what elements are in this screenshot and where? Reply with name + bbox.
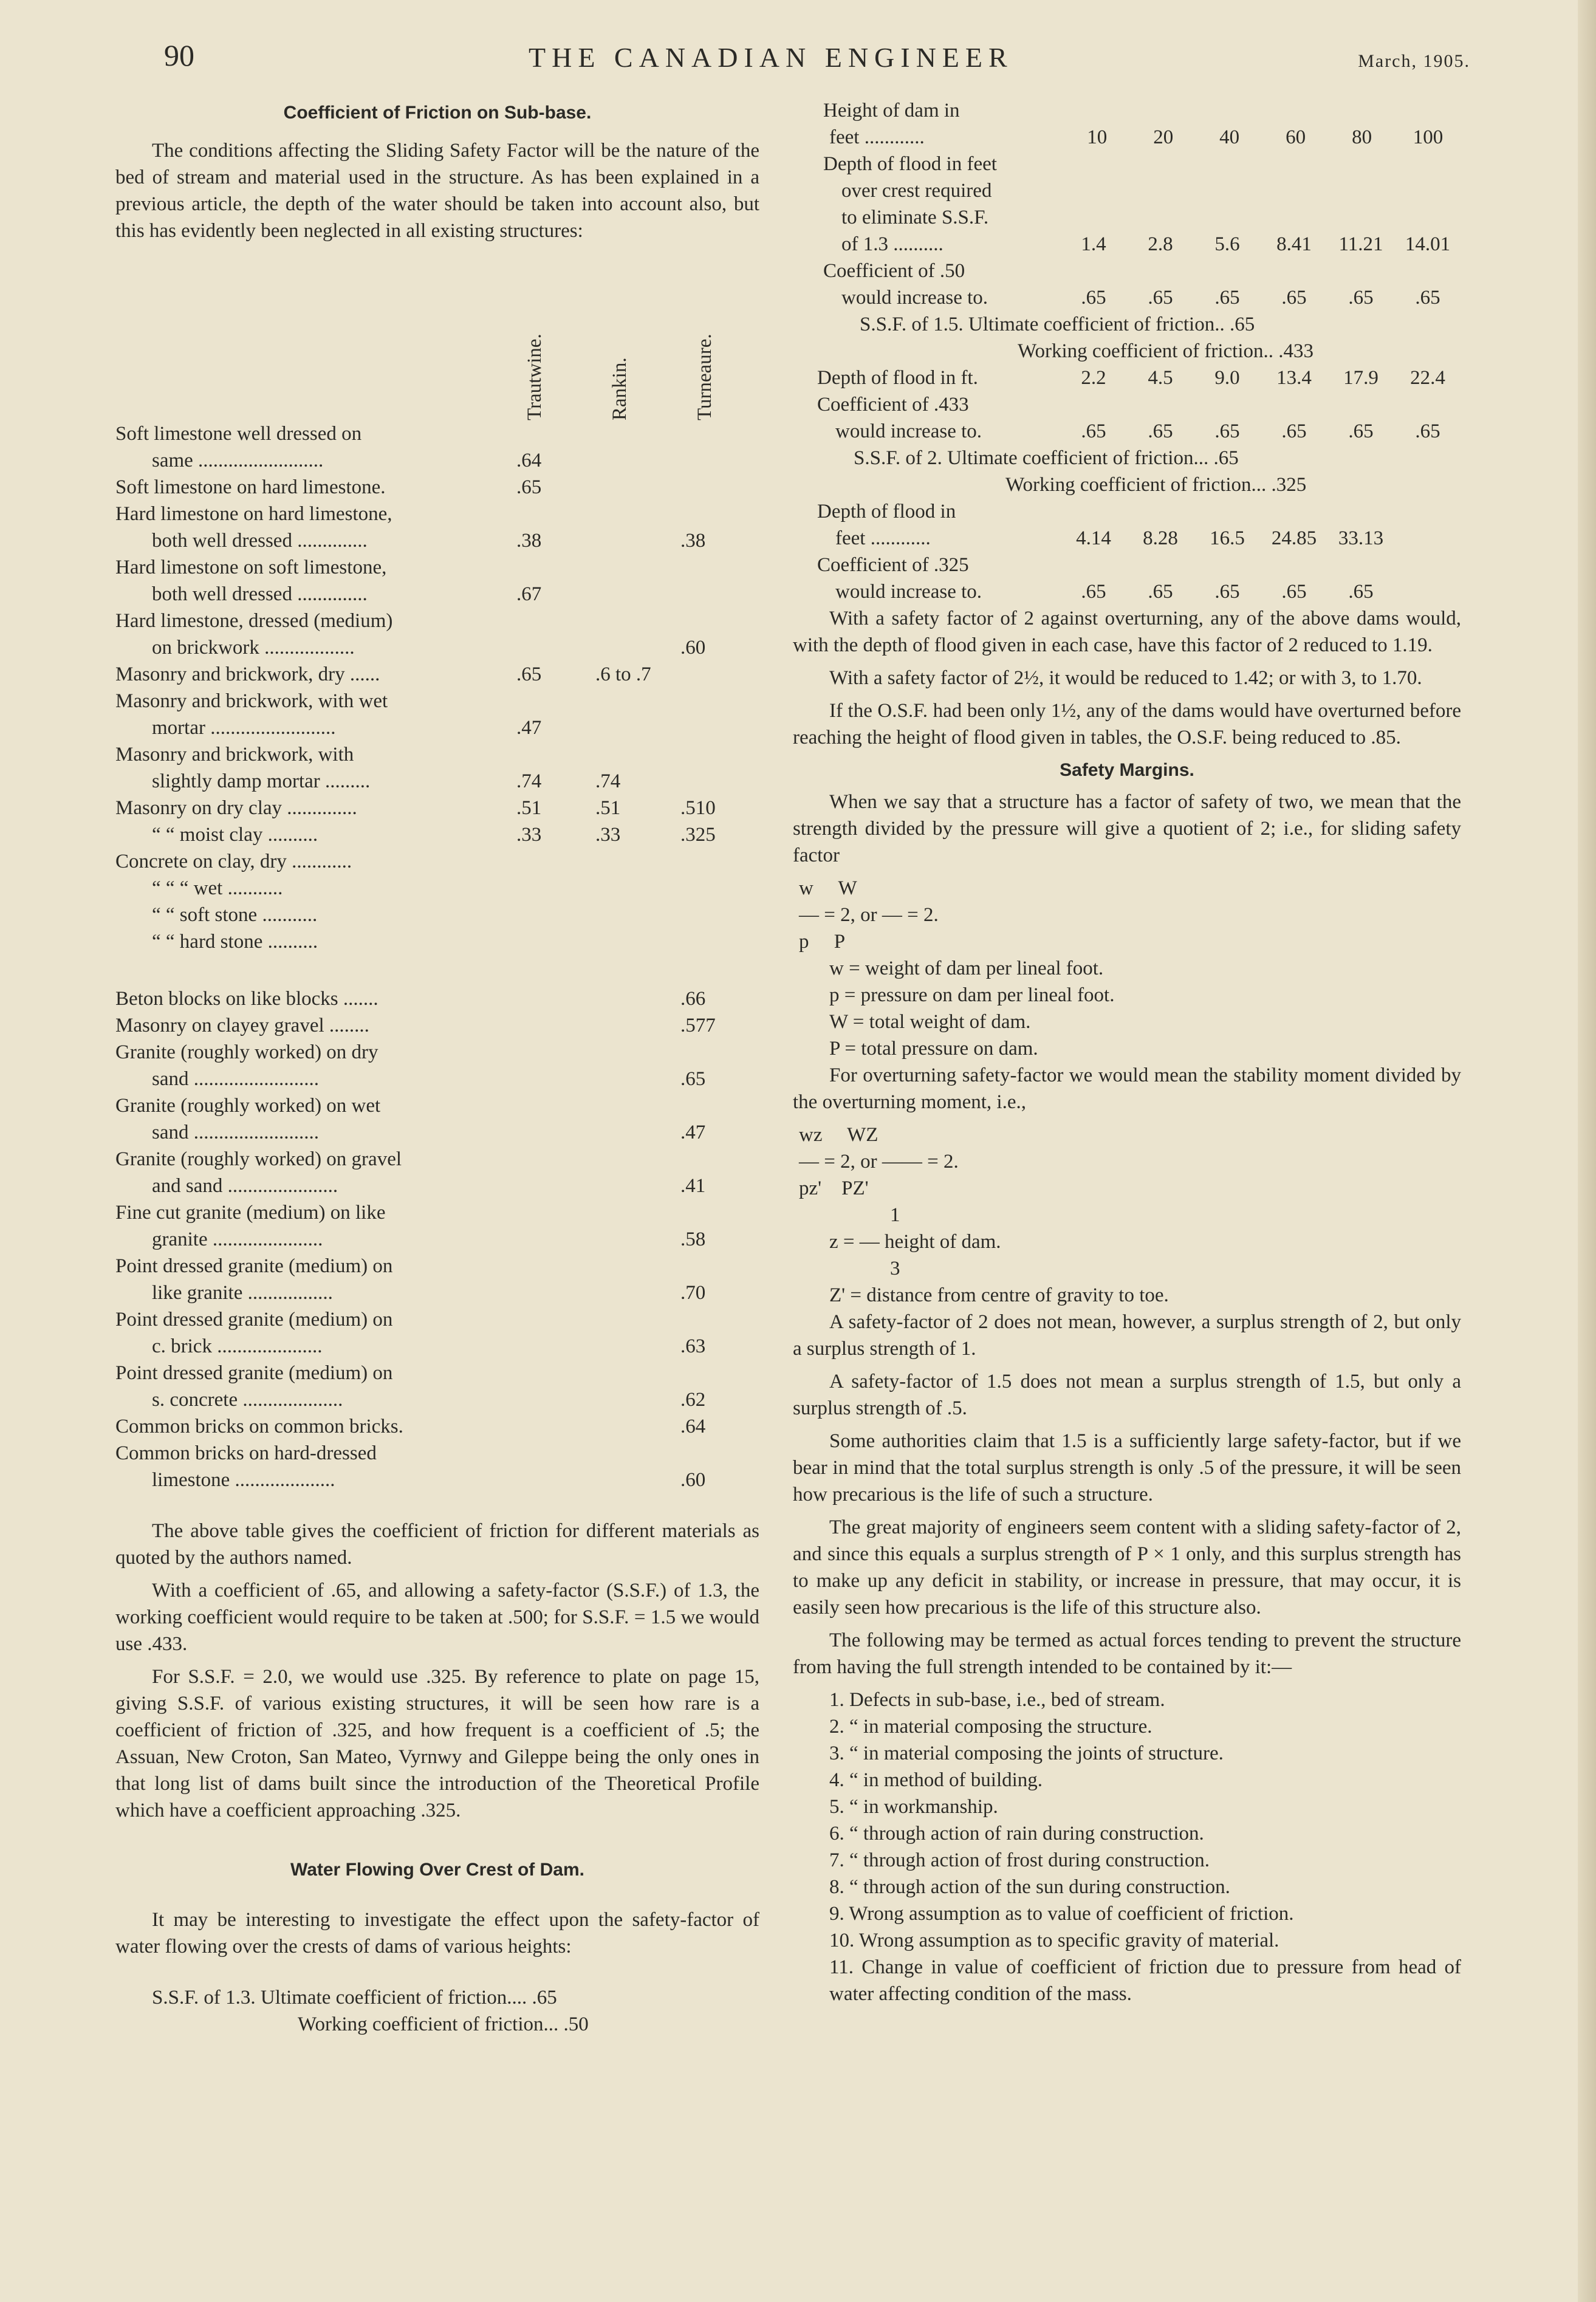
paragraph: It may be interesting to investigate the effect upon the safety-factor of water flowing over the crests of dams of various heights: [115,1909,759,1958]
list-item: 3. “ in material composing the joints of structure. [829,1742,1224,1764]
definition-line: w = weight of dam per lineal foot. [829,957,1104,979]
formula-line: — = 2, or — = 2. [799,904,939,926]
table-row: Masonry and brickwork, dry ...... .65 .6 to .7 [115,663,651,685]
list-item: 7. “ through action of frost during construction. [829,1849,1210,1871]
table-row: feet ............ 4.14 8.28 16.5 24.85 33.13 [835,527,1384,549]
height-label: Height of dam in [823,100,960,122]
row-label: Coefficient of .50 [823,260,965,282]
section-heading-safety-margins: Safety Margins. [1060,760,1194,780]
flood-table [793,97,1461,605]
row-label: Depth of flood in feet [823,153,997,175]
formula-line: z = — height of dam. [829,1231,1001,1253]
right-column [793,97,1461,2007]
list-item: 5. “ in workmanship. [829,1796,998,1818]
paragraph: With a coefficient of .65, and allowing a safety-factor (S.S.F.) of 1.3, the working coefficient would require to be taken at .500; for S.S.F. = 1.5 we would use .433. [115,1580,759,1655]
table-row: Hard limestone on hard limestone, both well dressed .............. .38 .38 [115,503,706,552]
table-row: Beton blocks on like blocks ....... .66 [115,988,706,1010]
table-row: would increase to. .65 .65 .65 .65 .65 [835,581,1374,603]
formula-line: wz WZ [799,1124,878,1146]
table-row: Depth of flood in ft. 2.2 4.5 9.0 13.4 17.9 22.4 [817,367,1445,389]
table-row: Granite (roughly worked) on wet sand ......................... .47 [115,1095,706,1143]
table-row: Granite (roughly worked) on dry sand ......................... .65 [115,1041,706,1090]
friction-table-part1 [115,420,759,955]
list-item: 11. Change in value of coefficient of friction due to pressure from head of water affecting condition of the mass. [829,1956,1461,2005]
table-row: would increase to. .65 .65 .65 .65 .65 .65 [841,287,1440,309]
list-item: 8. “ through action of the sun during construction. [829,1876,1230,1898]
table-row: Point dressed granite (medium) on like granite ................. .70 [115,1255,706,1304]
definition-line: W = total weight of dam. [829,1011,1031,1033]
paragraph: If the O.S.F. had been only 1½, any of the dams would have overturned before reaching the height of flood given in tables, the O.S.F. being reduced to .85. [793,700,1461,748]
row-label: over crest required [841,180,992,202]
list-item: 6. “ through action of rain during construction. [829,1823,1204,1845]
table-row: Masonry and brickwork, with slightly damp mortar ......... .74 .74 [115,744,621,792]
table-row: feet ............ 10 20 40 60 80 100 [829,126,1444,148]
paragraph: Some authorities claim that 1.5 is a sufficiently large safety-factor, but if we bear in mind that the total surplus strength is only .5 of the pressure, it will be seen how precarious is the life of such a structure. [793,1430,1461,1506]
definition-line: p = pressure on dam per lineal foot. [829,984,1115,1006]
issue-date: March, 1905. [1358,51,1470,71]
formula-line: — = 2, or —— = 2. [799,1151,959,1173]
formula-line: w W [799,877,857,899]
paragraph: A safety-factor of 1.5 does not mean a surplus strength of 1.5, but only a surplus strength of .5. [793,1371,1461,1419]
table-row: Soft limestone on hard limestone. .65 [115,476,542,498]
table-row: Point dressed granite (medium) on s. concrete .................... .62 [115,1362,706,1411]
col-header-trautwine: Trautwine. [524,334,546,420]
paragraph: The above table gives the coefficient of friction for different materials as quoted by the authors named. [115,1520,759,1569]
ssf2-working: Working coefficient of friction... .325 [1005,474,1307,496]
formula-line: pz' PZ' [799,1177,869,1199]
paragraph: A safety-factor of 2 does not mean, however, a surplus strength of 2, but only a surplus strength of 1. [793,1311,1461,1360]
table-row: “ “ hard stone .......... [152,931,318,953]
paragraph: The great majority of engineers seem content with a sliding safety-factor of 2, and since this equals a surplus strength of P × 1 only, and this surplus strength has to make up any deficit in stability, or increase in pressure, that may occur, it is easily seen how precarious is the life of this structure also. [793,1516,1461,1619]
paragraph: When we say that a structure has a factor of safety of two, we mean that the strength divided by the pressure will give a quotient of 2; i.e., for sliding safety factor [793,791,1461,866]
table-row: Masonry and brickwork, with wet mortar ......................... .47 [115,690,542,739]
section-heading-water-flowing: Water Flowing Over Crest of Dam. [290,1860,584,1880]
table-row: Concrete on clay, dry ............ [115,851,352,872]
list-item: 4. “ in method of building. [829,1769,1043,1791]
table-row: Masonry on clayey gravel ........ .577 [115,1015,716,1036]
formula-line: 1 [890,1204,900,1226]
table-row: Common bricks on common bricks. .64 [115,1416,706,1437]
ssf15-ultimate: S.S.F. of 1.5. Ultimate coefficient of friction.. .65 [860,313,1255,335]
ssf-ultimate-line: S.S.F. of 1.3. Ultimate coefficient of friction.... .65 [152,1987,557,2009]
paragraph: With a safety factor of 2 against overturning, any of the above dams would, with the depth of flood given in each case, have this factor of 2 reduced to 1.19. [793,608,1461,656]
table-row: Masonry on dry clay .............. .51 .51 .510 [115,797,716,819]
row-label: to eliminate S.S.F. [841,207,989,228]
row-label: Coefficient of .325 [817,554,969,576]
table-row: of 1.3 .......... 1.4 2.8 5.6 8.41 11.21 14.01 [841,233,1451,255]
ssf15-working: Working coefficient of friction.. .433 [1018,340,1314,362]
table-row: would increase to. .65 .65 .65 .65 .65 .65 [835,420,1440,442]
col-header-rankin: Rankin. [609,357,631,420]
friction-table-part2 [115,985,759,1493]
left-column [115,91,759,2038]
table-row: “ “ “ wet ........... [152,877,283,899]
page-edge-shadow [1578,0,1596,2302]
col-header-turneaure: Turneaure. [694,334,716,420]
definition-line: Z' = distance from centre of gravity to toe. [829,1284,1169,1306]
table-row: Point dressed granite (medium) on c. brick ..................... .63 [115,1309,706,1357]
table-row: “ “ moist clay .......... .33 .33 .325 [152,824,716,846]
table-row: Granite (roughly worked) on gravel and sand ...................... .41 [115,1148,706,1197]
list-item: 9. Wrong assumption as to value of coefficient of friction. [829,1903,1294,1925]
page-header [158,38,1470,80]
table-row: Common bricks on hard-dressed limestone .................... .60 [115,1442,706,1491]
table-row: Soft limestone well dressed on same ......................... .64 [115,423,542,471]
paragraph: For S.S.F. = 2.0, we would use .325. By reference to plate on page 15, giving S.S.F. of various existing structures, it will be seen how rare is a coefficient of friction of .325, and how frequent is a coefficient of .5; the Assuan, New Croton, San Mateo, Vyrnwy and Gileppe being the only ones in that long list of dams built since the introduction of the Theoretical Profile which have a coefficient approaching .325. [115,1666,759,1821]
table-row: Hard limestone, dressed (medium) on brickwork .................. .60 [115,610,706,659]
intro-paragraph: The conditions affecting the Sliding Safety Factor will be the nature of the bed of stream and material used in the structure. As has been explained in a previous article, the depth of the water should be taken into account also, but this has evidently been neglected in all existing structures: [115,140,759,242]
list-item: 1. Defects in sub-base, i.e., bed of stream. [829,1689,1165,1711]
row-label: Depth of flood in [817,501,956,522]
forces-list [793,1687,1461,2007]
friction-table-header [115,262,759,420]
list-item: 2. “ in material composing the structure. [829,1716,1152,1738]
paragraph: With a safety factor of 2½, it would be reduced to 1.42; or with 3, to 1.70. [829,667,1422,689]
formula-line: p P [799,931,846,953]
row-label: Coefficient of .433 [817,394,969,416]
formula-line: 3 [890,1258,900,1279]
section-heading-friction: Coefficient of Friction on Sub-base. [283,103,592,123]
list-item: 10. Wrong assumption as to specific gravity of material. [829,1930,1279,1951]
table-row: “ “ soft stone ........... [152,904,318,926]
ssf2-ultimate: S.S.F. of 2. Ultimate coefficient of friction... .65 [854,447,1239,469]
table-row: Fine cut granite (medium) on like granite ...................... .58 [115,1202,706,1250]
paragraph: For overturning safety-factor we would mean the stability moment divided by the overturning moment, i.e., [793,1064,1461,1113]
journal-title: THE CANADIAN ENGINEER [529,42,1013,73]
page-number: 90 [164,38,194,72]
definition-line: P = total pressure on dam. [829,1038,1038,1060]
table-row: Hard limestone on soft limestone, both well dressed .............. .67 [115,557,542,605]
paragraph: The following may be termed as actual forces tending to prevent the structure from having the full strength intended to be contained by it:— [793,1629,1461,1678]
ssf-working-line: Working coefficient of friction... .50 [298,2013,589,2035]
